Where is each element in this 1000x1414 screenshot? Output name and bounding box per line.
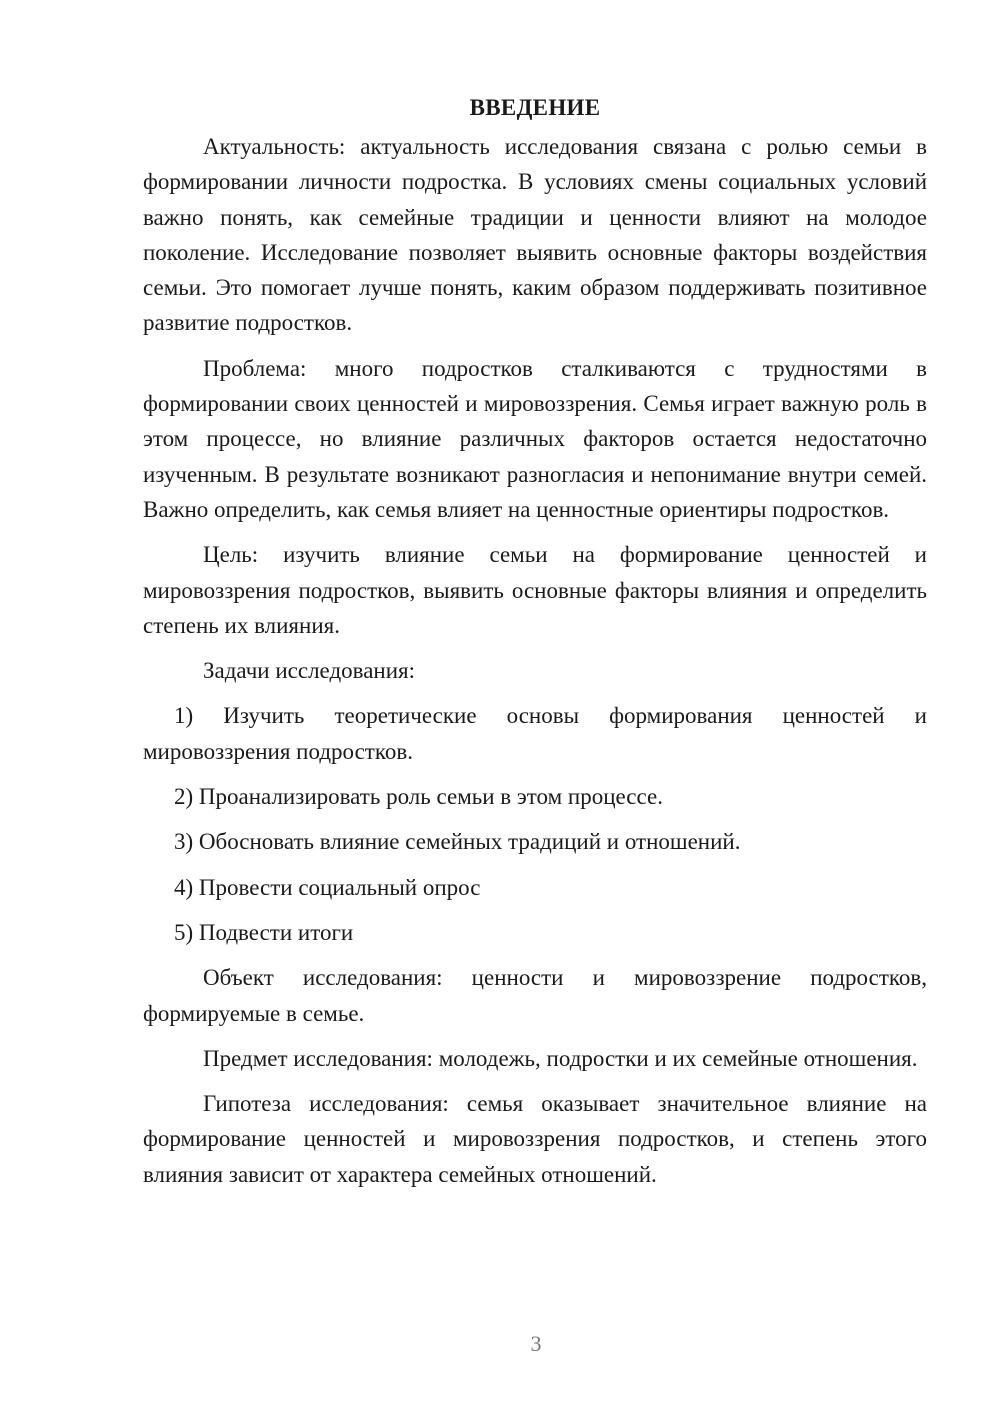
paragraph-hypothesis: Гипотеза исследования: семья оказывает значительное влияние на формирование ценностей и мировоззрения подростков, и степень этого влияния зависит от характера семейных отношений. [143,1091,927,1187]
page-number: 3 [530,1331,542,1356]
paragraph-object: Объект исследования: ценности и мировоззрение подростков, формируемые в семье. [143,965,927,1026]
paragraph-goal: Цель: изучить влияние семьи на формирование ценностей и мировоззрения подростков, выявить основные факторы влияния и определить степень их влияния. [143,542,927,638]
paragraph-subject: Предмет исследования: молодежь, подростки и их семейные отношения. [203,1045,918,1071]
tasks-list [143,698,927,950]
paragraph-relevance: Актуальность: актуальность исследования связана с ролью семьи в формировании личности подростка. В условиях смены социальных условий важно понять, как семейные традиции и ценности влияют на молодое поколение. Исследование позволяет выявить основные факторы воздействия семьи. Это помогает лучше понять, каким образом поддерживать позитивное развитие подростков. [143,134,927,336]
tasks-heading: Задачи исследования: [203,658,416,684]
page-body [143,90,927,1202]
list-item: 4) Провести социальный опрос [174,874,481,900]
section-title: ВВЕДЕНИЕ [469,95,601,120]
list-item: 2) Проанализировать роль семьи в этом процессе. [174,784,663,810]
list-item: 5) Подвести итоги [174,919,354,945]
list-item: 1) Изучить теоретические основы формирования ценностей и мировоззрения подростков. [143,703,927,764]
paragraph-problem: Проблема: много подростков сталкиваются с трудностями в формировании своих ценностей и мировоззрения. Семья играет важную роль в этом процессе, но влияние различных факторов остается недостаточно изученным. В результате возникают разногласия и непонимание внутри семей. Важно определить, как семья влияет на ценностные ориентиры подростков. [143,355,927,522]
list-item: 3) Обосновать влияние семейных традиций и отношений. [174,829,741,855]
